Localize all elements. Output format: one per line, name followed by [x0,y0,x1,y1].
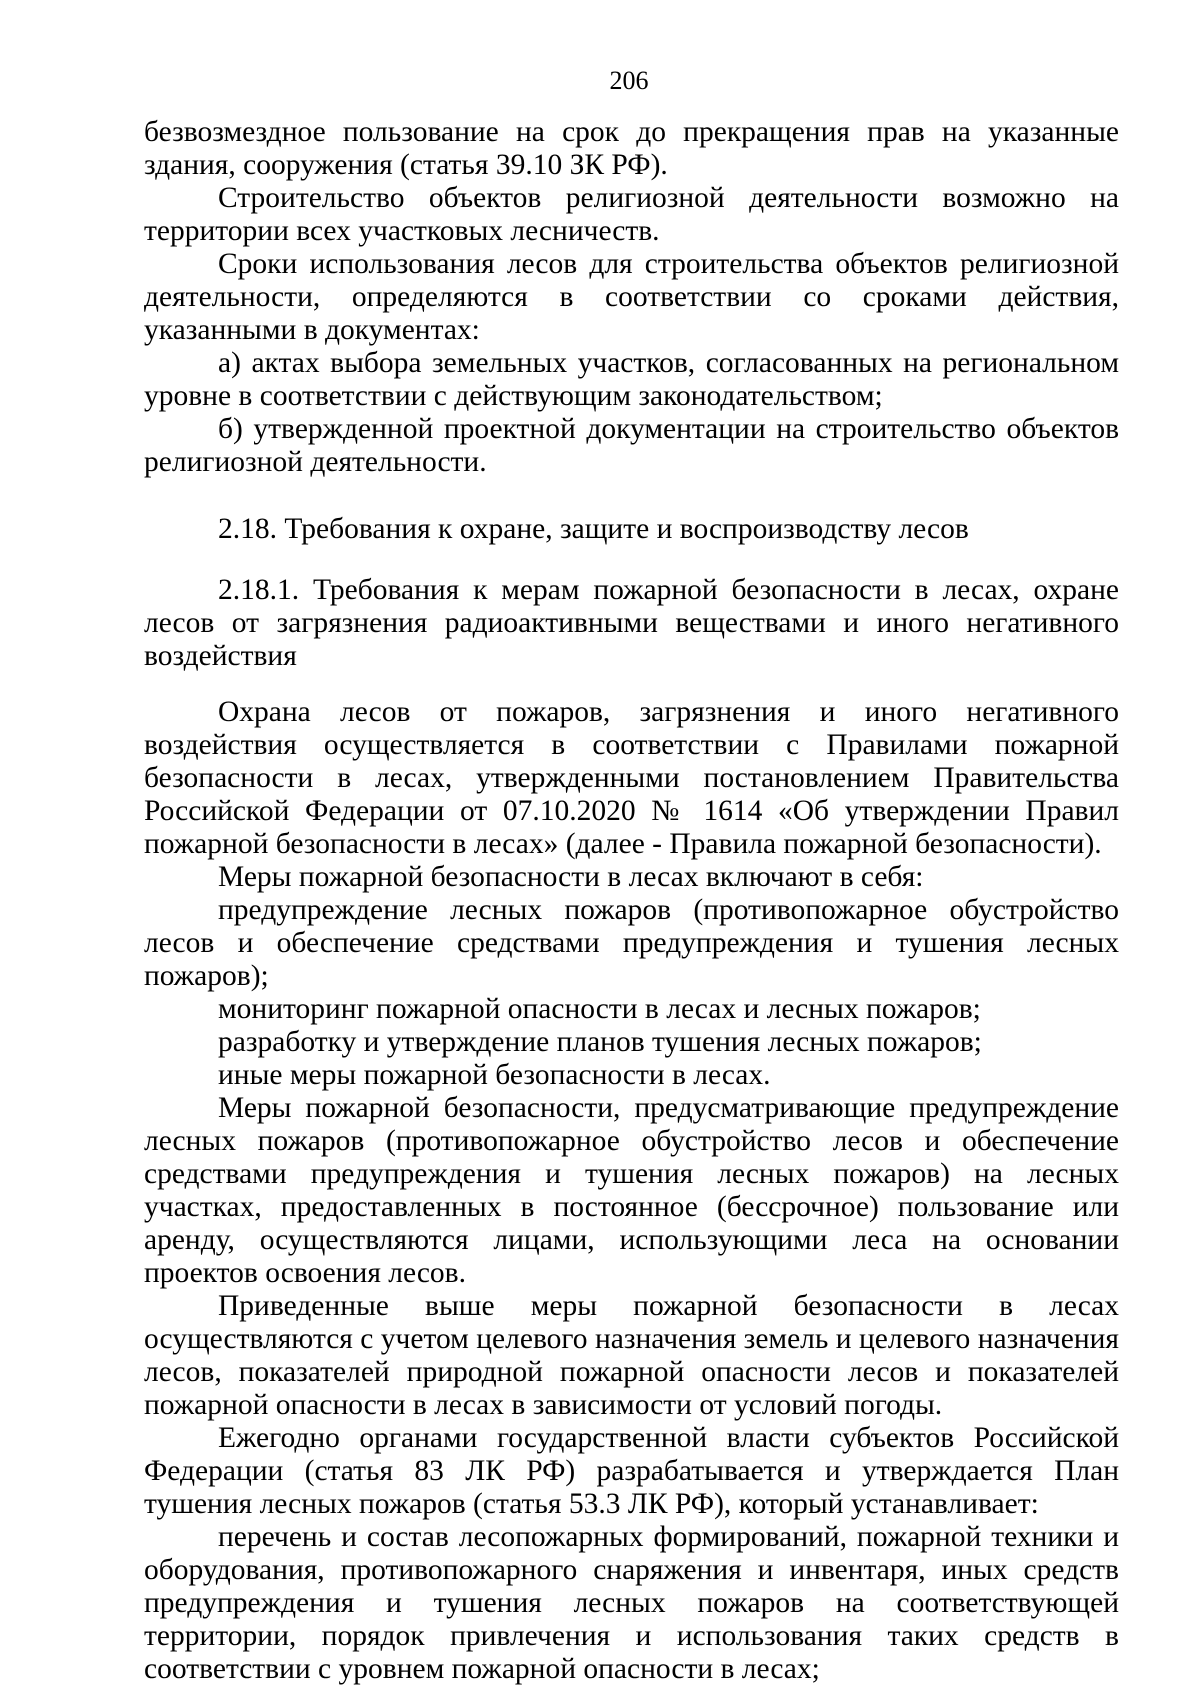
page-number: 206 [609,66,649,95]
paragraph-fire-measures-intro: Меры пожарной безопасности в лесах включают в себя: [218,861,924,893]
body-text [144,116,1119,1686]
section-heading-2-18: 2.18. Требования к охране, защите и воспроизводству лесов [218,513,969,545]
subsection-heading-2-18-1: 2.18.1. Требования к мерам пожарной безопасности в лесах, охране лесов от загрязнения радиоактивными веществами и иного негативного воздействия [144,574,1119,672]
paragraph-measures-conditions: Приведенные выше меры пожарной безопасности в лесах осуществляются с учетом целевого назначения земель и целевого назначения лесов, показателей природной пожарной опасности лесов и показателей пожарной опасности в лесах в зависимости от условий погоды. [144,1290,1119,1421]
list-item-other-measures: иные меры пожарной безопасности в лесах. [218,1059,771,1091]
paragraph-annual-plan: Ежегодно органами государственной власти субъектов Российской Федерации (статья 83 ЛК РФ) разрабатывается и утверждается План тушения лесных пожаров (статья 53.3 ЛК РФ), который устанавливает: [144,1422,1119,1520]
list-item-planning: разработку и утверждение планов тушения лесных пожаров; [218,1026,982,1058]
list-item-prevention: предупреждение лесных пожаров (противопожарное обустройство лесов и обеспечение средствами предупреждения и тушения лесных пожаров); [144,894,1119,992]
list-item-a: а) актах выбора земельных участков, согласованных на региональном уровне в соответствии с действующим законодательством; [144,347,1119,412]
list-item-b: б) утвержденной проектной документации на строительство объектов религиозной деятельности. [144,413,1119,478]
list-item-plan-contents: перечень и состав лесопожарных формирований, пожарной техники и оборудования, противопожарного снаряжения и инвентаря, иных средств предупреждения и тушения лесных пожаров на соответствующей территории, порядок привлечения и использования таких средств в соответствии с уровнем пожарной опасности в лесах; [144,1521,1119,1685]
paragraph-continuation: безвозмездное пользование на срок до прекращения прав на указанные здания, сооружения (статья 39.10 ЗК РФ). [144,116,1119,181]
paragraph-fire-prevention-actors: Меры пожарной безопасности, предусматривающие предупреждение лесных пожаров (противопожарное обустройство лесов и обеспечение средствами предупреждения и тушения лесных пожаров) на лесных участках, предоставленных в постоянное (бессрочное) пользование или аренду, осуществляются лицами, использующими леса на основании проектов освоения лесов. [144,1092,1119,1289]
paragraph-religious-construction: Строительство объектов религиозной деятельности возможно на территории всех участковых лесничеств. [144,182,1119,247]
paragraph-forest-protection: Охрана лесов от пожаров, загрязнения и иного негативного воздействия осуществляется в соответствии с Правилами пожарной безопасности в лесах, утвержденными постановлением Правительства Российской Федерации от 07.10.2020 № 1614 «Об утверждении Правил пожарной безопасности в лесах» (далее - Правила пожарной безопасности). [144,696,1119,860]
paragraph-usage-terms: Сроки использования лесов для строительства объектов религиозной деятельности, определяются в соответствии со сроками действия, указанными в документах: [144,248,1119,346]
list-item-monitoring: мониторинг пожарной опасности в лесах и лесных пожаров; [218,993,981,1025]
